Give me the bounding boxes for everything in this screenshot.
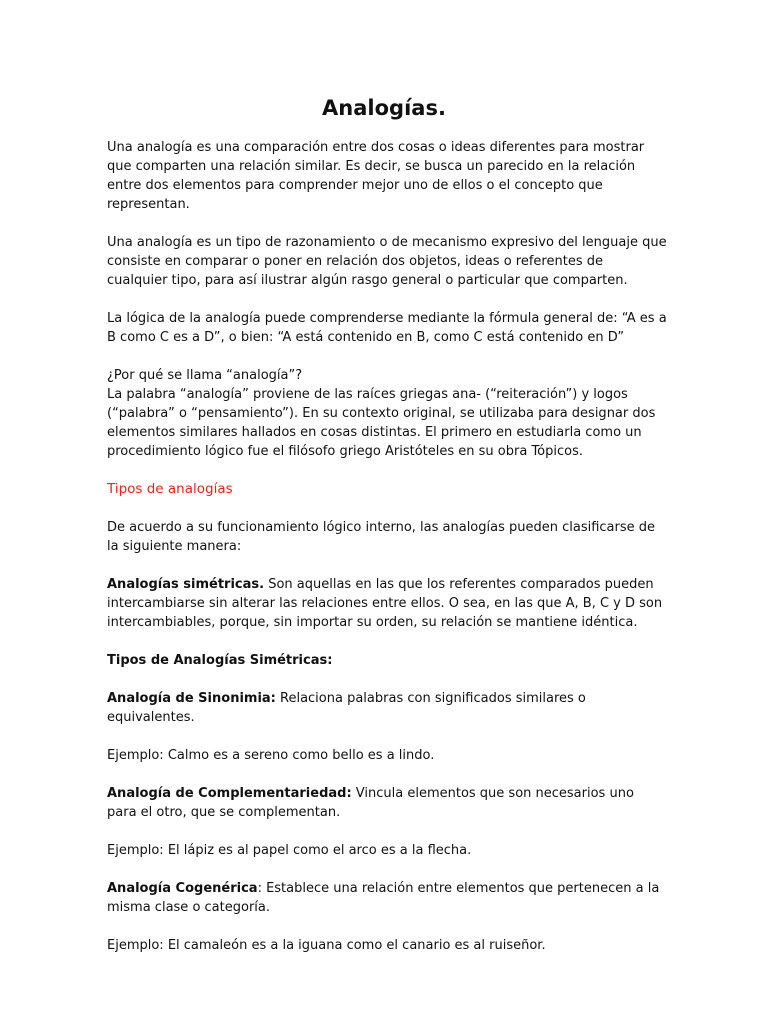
paragraph-cogenerica: [107, 879, 667, 917]
paragraph-complementariedad: [107, 784, 667, 822]
paragraph-sinonimia: [107, 689, 667, 727]
paragraph-logic: La lógica de la analogía puede comprenderse mediante la fórmula general de: “A es a B como C es a D”, o bien: “A está contenido en B, como C está contenido en D”: [107, 311, 667, 345]
paragraph-simetricas: [107, 575, 667, 632]
question-line: ¿Por qué se llama “analogía”?: [107, 368, 303, 383]
cogenerica-label: Analogía Cogenérica: [107, 881, 258, 896]
simetricas-text: Son aquellas en las que los referentes comparados pueden intercambiarse sin alterar las relaciones entre ellos. O sea, en las que A, B, C y D son intercambiables, porque, sin importar su orden, su relación se mantiene idéntica.: [107, 577, 663, 630]
section-heading-tipos: Tipos de analogías: [107, 481, 233, 497]
subheading-tipos-simetricas: Tipos de Analogías Simétricas:: [107, 653, 333, 668]
complementariedad-text: Vincula elementos que son necesarios uno para el otro, que se complementan.: [107, 786, 634, 820]
sinonimia-label: Analogía de Sinonimia:: [107, 691, 276, 706]
cogenerica-text: : Establece una relación entre elementos que pertenecen a la misma clase o categoría.: [107, 881, 660, 915]
example-cogenerica: Ejemplo: El camaleón es a la iguana como el canario es al ruiseñor.: [107, 938, 546, 953]
paragraph-etymology: La palabra “analogía” proviene de las raíces griegas ana- (“reiteración”) y logos (“palabra” o “pensamiento”). En su contexto original, se utilizaba para designar dos elementos similares hallados en cosas distintas. El primero en estudiarla como un procedimiento lógico fue el filósofo griego Aristóteles en su obra Tópicos.: [107, 387, 656, 459]
paragraph-reasoning: Una analogía es un tipo de razonamiento o de mecanismo expresivo del lenguaje que consiste en comparar o poner en relación dos objetos, ideas o referentes de cualquier tipo, para así ilustrar algún rasgo general o particular que comparten.: [107, 235, 667, 288]
complementariedad-label: Analogía de Complementariedad:: [107, 786, 352, 801]
document-body: [107, 138, 667, 955]
example-complementariedad: Ejemplo: El lápiz es al papel como el arco es a la flecha.: [107, 843, 472, 858]
paragraph-definition: Una analogía es una comparación entre dos cosas o ideas diferentes para mostrar que comparten una relación similar. Es decir, se busca un parecido en la relación entre dos elementos para comprender mejor uno de ellos o el concepto que representan.: [107, 140, 645, 212]
simetricas-label: Analogías simétricas.: [107, 577, 265, 592]
page-title: Analogías.: [322, 96, 446, 120]
paragraph-classification: De acuerdo a su funcionamiento lógico interno, las analogías pueden clasificarse de la siguiente manera:: [107, 520, 656, 554]
sinonimia-text: Relaciona palabras con significados similares o equivalentes.: [107, 691, 586, 725]
example-sinonimia: Ejemplo: Calmo es a sereno como bello es a lindo.: [107, 748, 435, 763]
